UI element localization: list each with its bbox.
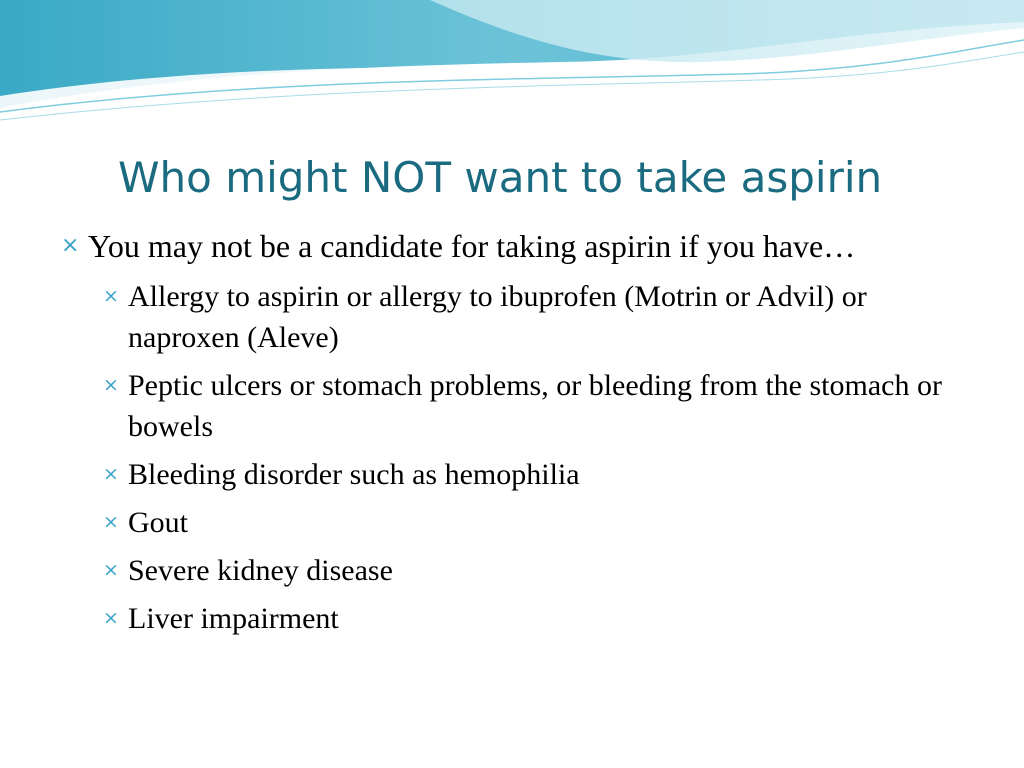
list-item-text: Bleeding disorder such as hemophilia <box>128 458 580 491</box>
x-bullet-icon: × <box>61 233 80 258</box>
slide-title: Who might NOT want to take aspirin <box>118 153 883 202</box>
list-item-text: Allergy to aspirin or allergy to ibuprofen (Motrin or Advil) or naproxen (Aleve) <box>128 280 867 354</box>
list-item-text: Severe kidney disease <box>128 554 393 587</box>
list-item <box>100 550 978 591</box>
x-bullet-icon: × <box>103 463 119 485</box>
intro-text: You may not be a candidate for taking aspirin if you have… <box>88 228 856 264</box>
list-item <box>100 598 978 639</box>
list-item <box>100 276 978 358</box>
list-item <box>100 454 978 495</box>
contraindication-list <box>58 276 978 639</box>
list-item-text: Gout <box>128 506 188 539</box>
x-bullet-icon: × <box>103 285 119 307</box>
x-bullet-icon: × <box>103 607 119 629</box>
decorative-wave-header <box>0 0 1024 130</box>
slide-body <box>58 224 978 646</box>
list-item-text: Liver impairment <box>128 602 339 635</box>
list-item <box>100 502 978 543</box>
x-bullet-icon: × <box>103 559 119 581</box>
x-bullet-icon: × <box>103 511 119 533</box>
x-bullet-icon: × <box>103 374 119 396</box>
list-item-text: Peptic ulcers or stomach problems, or bleeding from the stomach or bowels <box>128 369 942 443</box>
bullet-level1 <box>58 224 978 268</box>
list-item <box>100 365 978 447</box>
